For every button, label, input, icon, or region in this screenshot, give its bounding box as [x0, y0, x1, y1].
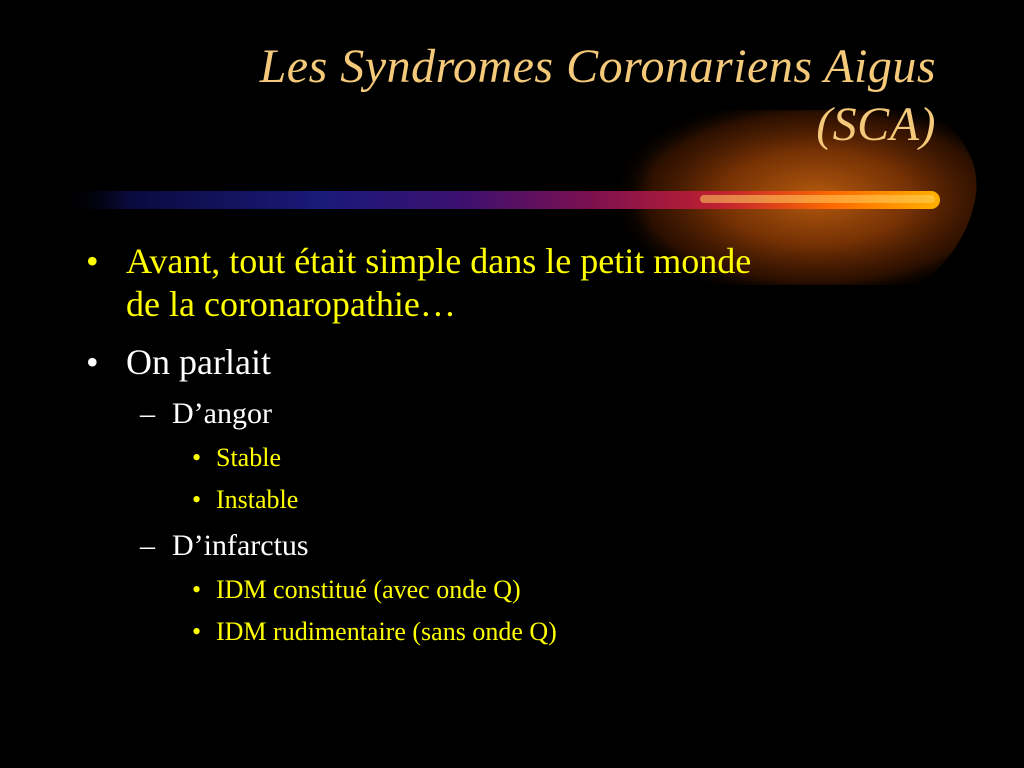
sub-sub-item-label: Stable	[216, 443, 281, 472]
bullet-icon: •	[192, 617, 202, 646]
sub-sub-item-label: IDM constitué (avec onde Q)	[216, 575, 521, 604]
bullet-icon: •	[192, 485, 202, 514]
bullet-item-avant	[86, 240, 946, 326]
title-line-2: (SCA)	[816, 98, 936, 151]
sub-sub-item-label: IDM rudimentaire (sans onde Q)	[216, 617, 557, 646]
sub-item-angor	[86, 396, 946, 432]
bullet-item-on-parlait	[86, 341, 946, 384]
sub-sub-item-idm-rudimentaire	[86, 616, 946, 648]
sub-sub-item-idm-constitue	[86, 574, 946, 606]
dash-icon: –	[140, 397, 155, 430]
title-line-1: Les Syndromes Coronariens Aigus	[259, 40, 936, 93]
sub-item-label: D’infarctus	[172, 529, 309, 562]
glow-line-highlight	[700, 195, 935, 203]
bullet-text-line-1: Avant, tout était simple dans le petit monde	[126, 241, 752, 281]
sub-sub-item-instable	[86, 484, 946, 516]
sub-item-label: D’angor	[172, 397, 272, 430]
bullet-text: On parlait	[126, 342, 271, 382]
slide-content	[86, 240, 946, 656]
dash-icon: –	[140, 529, 155, 562]
slide-title	[76, 38, 936, 154]
sub-sub-item-label: Instable	[216, 485, 299, 514]
sub-item-infarctus	[86, 528, 946, 564]
bullet-icon: •	[192, 443, 202, 472]
bullet-icon: •	[86, 241, 99, 281]
sub-sub-item-stable	[86, 442, 946, 474]
bullet-icon: •	[86, 342, 99, 382]
bullet-text-line-2: de la coronaropathie…	[126, 284, 456, 324]
bullet-icon: •	[192, 575, 202, 604]
